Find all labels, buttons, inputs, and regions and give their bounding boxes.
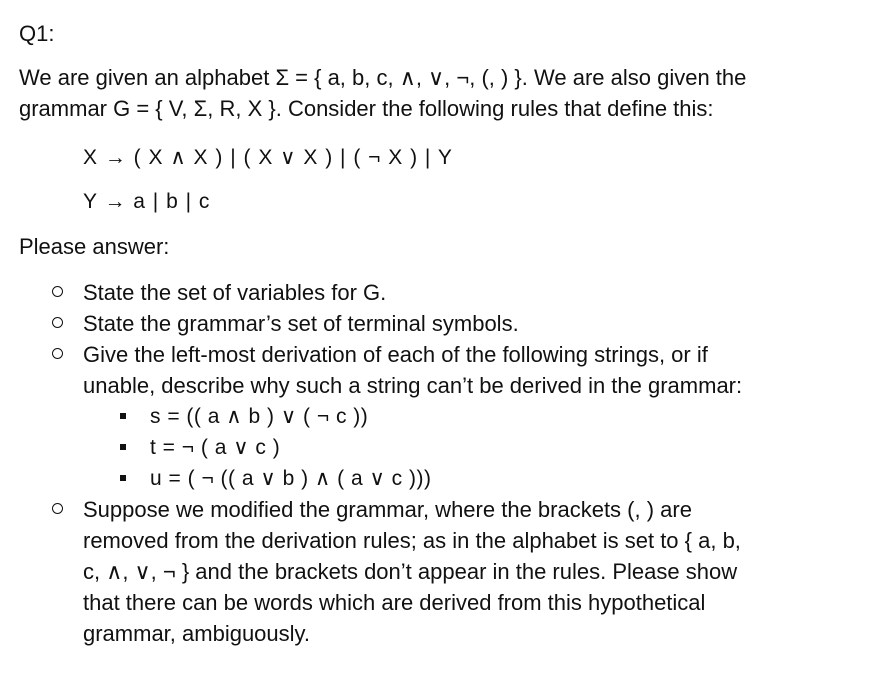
please-answer-label: Please answer: [19, 234, 170, 259]
task-line: unable, describe why such a string can’t be derived in the grammar: [83, 373, 743, 398]
grammar-rule-x: X → ( X ∧ X ) | ( X ∨ X ) | ( ¬ X ) | Y [83, 146, 453, 169]
grammar-rule-y: Y → a | b | c [83, 190, 211, 213]
intro-line-2: grammar G = { V, Σ, R, X }. Consider the following rules that define this: [19, 96, 714, 121]
string-item [120, 463, 852, 494]
task-line: Suppose we modified the grammar, where the brackets (, ) are [83, 497, 692, 522]
hollow-circle-bullet-icon [52, 286, 63, 297]
string-item [120, 432, 852, 463]
intro-line-1: We are given an alphabet Σ = { a, b, c, ∧, ∨, ¬, (, ) }. We are also given the [19, 65, 747, 90]
question-intro [19, 62, 859, 124]
task-line: removed from the derivation rules; as in the alphabet is set to { a, b, [83, 528, 741, 553]
question-title: Q1: [19, 21, 55, 46]
square-bullet-icon [120, 444, 126, 450]
task-item [52, 308, 852, 339]
task-line: c, ∧, ∨, ¬ } and the brackets don’t appear in the rules. Please show [83, 559, 738, 584]
string-u: u = ( ¬ (( a ∨ b ) ∧ ( a ∨ c ))) [150, 467, 432, 490]
task-line: State the grammar’s set of terminal symbols. [83, 311, 519, 336]
task-line: that there can be words which are derived from this hypothetical [83, 590, 706, 615]
task-item [52, 494, 852, 649]
hollow-circle-bullet-icon [52, 317, 63, 328]
hollow-circle-bullet-icon [52, 348, 63, 359]
string-list [120, 401, 852, 494]
task-item [52, 339, 852, 494]
string-t: t = ¬ ( a ∨ c ) [150, 436, 281, 459]
square-bullet-icon [120, 413, 126, 419]
hollow-circle-bullet-icon [52, 503, 63, 514]
task-line: State the set of variables for G. [83, 280, 387, 305]
task-line: grammar, ambiguously. [83, 621, 311, 646]
task-line: Give the left-most derivation of each of the following strings, or if [83, 342, 708, 367]
task-item [52, 277, 852, 308]
task-list [52, 277, 852, 649]
string-item [120, 401, 852, 432]
square-bullet-icon [120, 475, 126, 481]
string-s: s = (( a ∧ b ) ∨ ( ¬ c )) [150, 405, 369, 428]
